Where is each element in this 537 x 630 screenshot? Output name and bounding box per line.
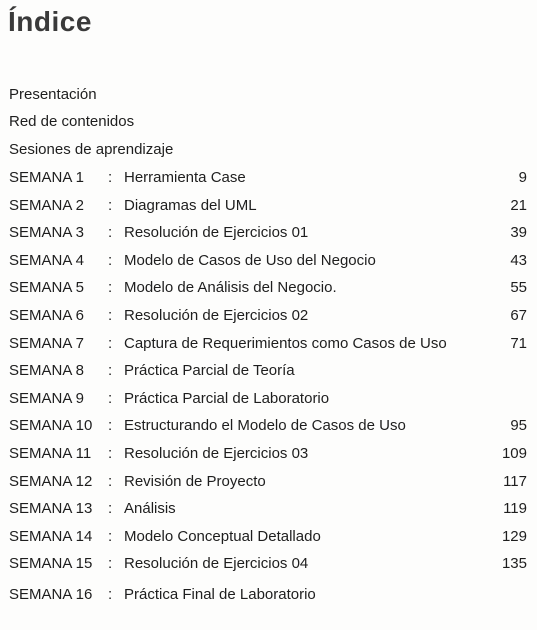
toc-week: SEMANA 3 xyxy=(9,224,85,242)
toc-week: SEMANA 4 xyxy=(9,251,85,269)
toc-row xyxy=(0,444,537,472)
toc-page-number: 21 xyxy=(510,196,527,214)
toc-week: SEMANA 14 xyxy=(9,527,93,545)
toc-separator: : xyxy=(108,527,113,545)
toc-page-number: 135 xyxy=(501,555,527,573)
toc-week: SEMANA 11 xyxy=(9,444,92,462)
toc-separator: : xyxy=(108,251,113,269)
toc-topic: Estructurando el Modelo de Casos de Uso xyxy=(124,417,406,435)
toc-topic: Práctica Parcial de Laboratorio xyxy=(124,389,330,407)
toc-week: SEMANA 15 xyxy=(9,555,93,573)
toc-separator: : xyxy=(108,417,113,435)
toc-row xyxy=(0,251,537,279)
table-of-contents xyxy=(0,168,537,613)
toc-page-number: 43 xyxy=(510,251,527,269)
toc-week: SEMANA 9 xyxy=(9,389,85,407)
toc-row xyxy=(0,223,537,251)
toc-row xyxy=(0,499,537,527)
toc-topic: Diagramas del UML xyxy=(124,196,257,214)
toc-topic: Resolución de Ejercicios 03 xyxy=(124,444,309,462)
toc-row xyxy=(0,416,537,444)
intro-item-sesiones: Sesiones de aprendizaje xyxy=(9,141,174,158)
toc-separator: : xyxy=(108,169,113,186)
toc-topic: Modelo de Análisis del Negocio. xyxy=(124,279,337,297)
toc-topic: Resolución de Ejercicios 02 xyxy=(124,306,309,324)
toc-page-number: 129 xyxy=(501,527,527,545)
toc-page-number: 39 xyxy=(510,224,527,242)
toc-separator: : xyxy=(108,472,113,490)
toc-topic: Análisis xyxy=(124,500,176,518)
toc-week: SEMANA 7 xyxy=(9,334,85,352)
toc-page-number: 55 xyxy=(510,279,527,297)
toc-separator: : xyxy=(108,389,113,407)
toc-separator: : xyxy=(108,224,113,242)
toc-topic: Herramienta Case xyxy=(124,169,246,186)
toc-page-number: 9 xyxy=(518,169,527,186)
toc-row xyxy=(0,585,537,613)
toc-row xyxy=(0,196,537,224)
toc-row xyxy=(0,278,537,306)
page-title: Índice xyxy=(8,6,92,37)
toc-week: SEMANA 10 xyxy=(9,417,93,435)
toc-topic: Revisión de Proyecto xyxy=(124,472,266,490)
toc-topic: Resolución de Ejercicios 04 xyxy=(124,555,309,573)
toc-separator: : xyxy=(108,279,113,297)
toc-week: SEMANA 12 xyxy=(9,472,93,490)
toc-row xyxy=(0,472,537,500)
toc-separator: : xyxy=(108,334,113,352)
toc-week: SEMANA 2 xyxy=(9,196,85,214)
toc-page-number: 117 xyxy=(503,472,527,490)
toc-row xyxy=(0,168,537,196)
toc-page-number: 95 xyxy=(510,417,527,435)
toc-topic: Práctica Final de Laboratorio xyxy=(124,585,316,603)
toc-week: SEMANA 5 xyxy=(9,279,85,297)
toc-page-number: 67 xyxy=(510,306,527,324)
toc-separator: : xyxy=(108,500,113,518)
toc-week: SEMANA 16 xyxy=(9,585,93,603)
toc-separator: : xyxy=(108,362,113,380)
toc-page-number: 109 xyxy=(501,444,527,462)
toc-week: SEMANA 6 xyxy=(9,306,85,324)
toc-row xyxy=(0,361,537,389)
toc-separator: : xyxy=(108,196,113,214)
toc-separator: : xyxy=(108,306,113,324)
toc-topic: Modelo de Casos de Uso del Negocio xyxy=(124,251,376,269)
toc-topic: Resolución de Ejercicios 01 xyxy=(124,224,309,242)
toc-topic: Modelo Conceptual Detallado xyxy=(124,527,321,545)
toc-separator: : xyxy=(108,444,113,462)
toc-topic: Práctica Parcial de Teoría xyxy=(124,362,295,380)
toc-week: SEMANA 8 xyxy=(9,362,85,380)
toc-page-number: 119 xyxy=(503,500,527,518)
toc-row xyxy=(0,527,537,555)
toc-week: SEMANA 1 xyxy=(9,169,85,186)
toc-separator: : xyxy=(108,585,113,603)
toc-row xyxy=(0,306,537,334)
toc-week: SEMANA 13 xyxy=(9,500,93,518)
toc-page-number: 71 xyxy=(510,334,527,352)
toc-row xyxy=(0,554,537,582)
intro-item-red-de-contenidos: Red de contenidos xyxy=(9,113,135,130)
intro-item-presentacion: Presentación xyxy=(9,86,97,103)
toc-topic: Captura de Requerimientos como Casos de Uso xyxy=(124,334,447,352)
toc-row xyxy=(0,389,537,417)
toc-row xyxy=(0,334,537,362)
toc-separator: : xyxy=(108,555,113,573)
